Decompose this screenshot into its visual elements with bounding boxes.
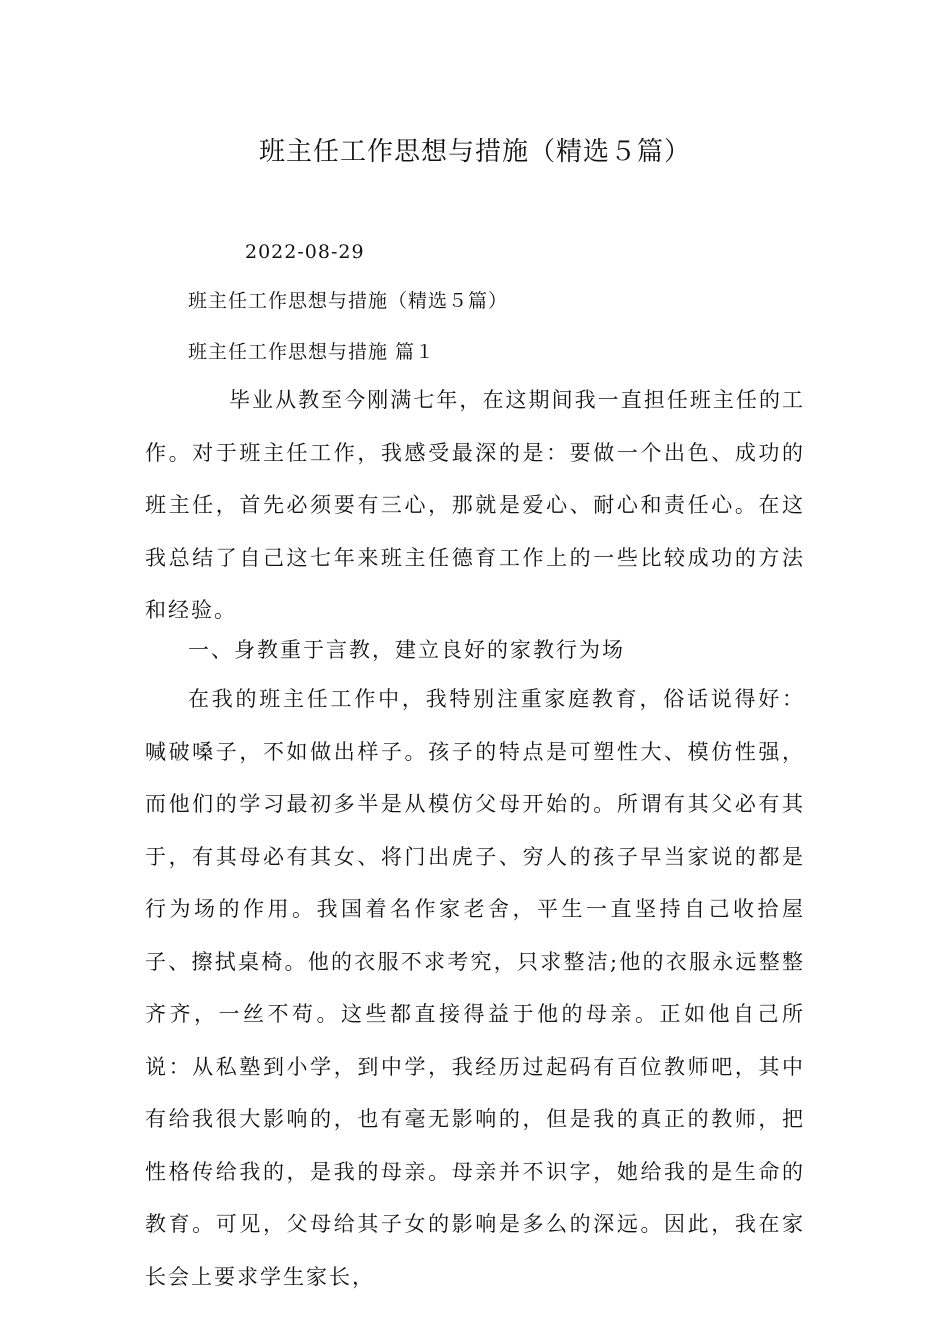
part-heading: 班主任工作思想与措施 篇１ (188, 341, 436, 363)
document-date: 2022-08-29 (245, 241, 365, 263)
body-paragraph: 在我的班主任工作中，我特别注重家庭教育，俗话说得好：喊破嗓子，不如做出样子。孩子的特点是可塑性大、模仿性强，而他们的学习最初多半是从模仿父母开始的。所谓有其父必有其于，有其母必有其女、将门出虎子、穷人的孩子早当家说的都是行为场的作用。我国着名作家老舍，平生一直坚持自己收拾屋子、擦拭桌椅。他的衣服不求考究，只求整洁;他的衣服永远整整齐齐，一丝不苟。这些都直接得益于他的母亲。正如他自己所说：从私塾到小学，到中学，我经历过起码有百位教师吧，其中有给我很大影响的，也有毫无影响的，但是我的真正的教师，把性格传给我的，是我的母亲。母亲并不识字，她给我的是生命的教育。可见，父母给其子女的影响是多么的深远。因此，我在家长会上要求学生家长， (145, 687, 805, 1289)
section-heading: 一、身教重于言教，建立良好的家教行为场 (188, 638, 625, 662)
document-title: 班主任工作思想与措施（精选５篇） (258, 137, 691, 167)
body-paragraph: 毕业从教至今刚满七年，在这期间我一直担任班主任的工作。对于班主任工作，我感受最深的是：要做一个出色、成功的班主任，首先必须要有三心，那就是爱心、耐心和责任心。在这我总结了自己这七年来班主任德育工作上的一些比较成功的方法和经验。 (145, 388, 805, 622)
document-subtitle: 班主任工作思想与措施（精选５篇） (188, 290, 509, 312)
